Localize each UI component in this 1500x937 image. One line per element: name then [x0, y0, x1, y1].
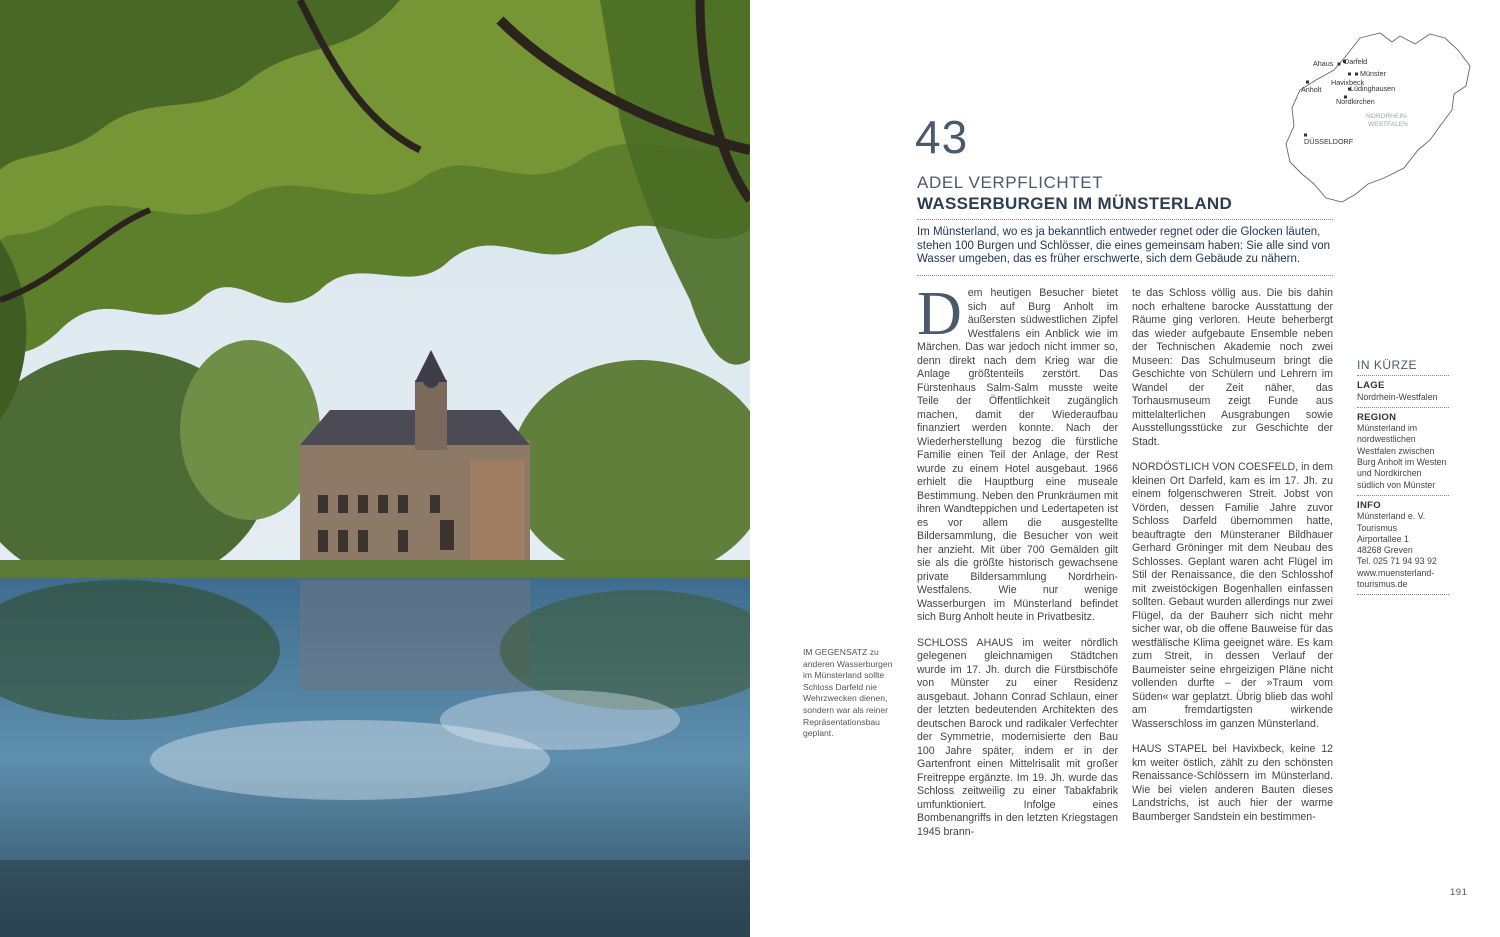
sidebar-lage	[1357, 376, 1449, 408]
map-label-luedinghausen: Lüdinghausen	[1350, 84, 1396, 93]
column1-p1-text: em heutigen Besucher bietet sich auf Burg Anholt im äußersten südwestlichen Zipfel Westfalens ein Anblick wie im Märchen. Das war jedoch nicht immer so, denn direkt nach dem Krieg war die Anlage größtenteils zerstört. Das Fürstenhaus Salm-Salm musste weite Teile der Öffentlichkeit zugänglich machen, damit der Wiederaufbau finanziert werden konnte. Nach der Wiederherstellung bezog die fürstliche Familie einen Teil der Anlage, der Rest wurde zu einem Hotel ausgebaut. 1966 erhielt die Hauptburg eine museale Bestimmung. Neben den Prunkräumen mit ihren Wandteppichen und Ledertapeten ist es vor allem die ausgestellte Bildersammlung, die Besucher von weit her anzieht. Mit über 700 Gemälden gilt sie als die größte historisch gewachsene private Bildersammlung Nordrhein-Westfalens. Wie nur wenige Wasserburgen im Münsterland befindet sich Burg Anholt heute in Privatbesitz.	[917, 287, 1118, 623]
caption-lead: IM GEGENSATZ	[803, 647, 868, 657]
sidebar-info	[1357, 496, 1449, 595]
column1-p2-text: im weiter nördlich gelegenen gleichnamigen Städtchen wurde im 17. Jh. durch die Fürstbischöfe von Münster zu einer Residenz ausgebaut. Johann Conrad Schlaun, einer der letzten bedeutenden Architekten des deutschen Barock und radikaler Verfechter der Symmetrie, modernisierte den Bau 100 Jahre später, indem er in der Gartenfront einen Mittelrisalit mit großer Freitreppe ergänzte. Im 19. Jh. wurde das Schloss zeitweilig zu einer Tabakfabrik umfunktioniert. Infolge eines Bombenangriffs in den letzten Kriegstagen 1945 brann-	[917, 636, 1118, 838]
column2-p3-lead: HAUS STAPEL	[1132, 743, 1207, 755]
drop-cap: D	[917, 280, 962, 348]
column2-p2-lead: NORDÖSTLICH VON COESFELD	[1132, 461, 1296, 473]
column2-paragraph1: te das Schloss völlig aus. Die bis dahin noch erhaltene barocke Ausstattung der Räume ging verloren. Heute beherbergt das wieder aufgebaute Ensemble neben der Technischen Akademie noch zwei Museen: Das Schulmuseum bringt die Geschichte von Schülern und Lehrern im Wandel der Zeit näher, das Torhausmuseum zeigt Funde aus mittelalterlichen Ausgrabungen sowie Ausstellungsstücke zur Geschichte der Stadt.	[1132, 287, 1333, 448]
caption-text: zu anderen Wasserburgen im Münsterland sollte Schloss Darfeld nie Wehrzwecken dienen, sondern war als reiner Repräsentationsbau geplant.	[803, 647, 893, 739]
map-label-anholt: Anholt	[1301, 85, 1322, 94]
sidebar-region	[1357, 408, 1449, 496]
column2-paragraph2	[1132, 461, 1333, 731]
map-label-muenster: Münster	[1360, 69, 1386, 78]
map-label-ahaus: Ahaus	[1313, 59, 1334, 68]
body-column-1	[917, 280, 1118, 851]
marker-anholt	[1306, 81, 1309, 84]
column2-p3-text: bei Havixbeck, keine 12 km weiter östlich, zählt zu den schönsten Renaissance-Schlössern im Münsterland. Wie bei vielen anderen Bauten dieses Landstrichs, ist auch hier der warme Baumberger Sandstein ein bestimmen-	[1132, 743, 1333, 823]
in-kuerze-sidebar	[1357, 360, 1449, 595]
column1-paragraph1	[917, 280, 1118, 625]
map-label-duesseldorf: DÜSSELDORF	[1304, 137, 1354, 146]
info-line: tourismus.de	[1357, 579, 1408, 590]
marker-muenster	[1355, 73, 1358, 76]
map-region-line2: WESTFALEN	[1368, 121, 1408, 128]
column2-paragraph3	[1132, 743, 1333, 824]
info-line: Tourismus	[1357, 522, 1398, 533]
chapter-title: WASSERBURGEN IM MÜNSTERLAND	[917, 194, 1233, 213]
map-label-nordkirchen: Nordkirchen	[1336, 97, 1375, 106]
page-number: 191	[1450, 887, 1468, 898]
title-divider	[917, 219, 1333, 220]
column1-paragraph2	[917, 637, 1118, 840]
info-line: 48268 Greven	[1357, 545, 1413, 556]
marker-havixbeck	[1348, 73, 1351, 76]
intro-paragraph: Im Münsterland, wo es ja bekanntlich entweder regnet oder die Glocken läuten, stehen 100 Burgen und Schlösser, die eines gemeinsam haben: Sie alle sind von Wasser umgeben, das es früher erschwerte, sich dem Gebäude zu nähern.	[917, 226, 1330, 266]
body-column-2	[1132, 287, 1333, 836]
lage-label: LAGE	[1357, 380, 1385, 392]
column2-p2-text: , in dem kleinen Ort Darfeld, kam es im 17. Jh. zu einem folgenschweren Streit. Jobst von Vörden, dessen Familie Jahre zuvor Schloss Darfeld übernommen hatte, beauftragte den Münsteraner Bildhauer Gerhard Gröninger mit dem Neubau des Schlosses. Geplant waren acht Flügel im Stil der Renaissance, die den Schlosshof mit zweistöckigen Bogenhallen einfassen sollten. Gebaut wurden allerdings nur zwei Flügel, da der Bauherr sich nicht mehr sicher war, ob die offene Bauweise für das westfälische Klima geeignet wäre. Es kam zum Streit, in dessen Verlauf der Baumeister seine ehrgeizigen Pläne nicht vollenden durfte – der »Traum vom Süden« war geplatzt. Übrig blieb das wohl am fremdartigsten wirkende Wasserschloss im ganzen Münsterland.	[1132, 461, 1333, 730]
info-line: Tel. 025 71 94 93 92	[1357, 556, 1437, 567]
map-label-havixbeck: Havixbeck	[1331, 78, 1365, 87]
column1-p2-lead: SCHLOSS AHAUS	[917, 636, 1014, 649]
intro-divider	[917, 275, 1333, 276]
nrw-locator-map	[1280, 28, 1475, 208]
lage-value: Nordrhein-Westfalen	[1357, 391, 1438, 402]
photo-caption	[803, 647, 895, 740]
region-label: REGION	[1357, 411, 1397, 423]
map-label-darfeld: Darfeld	[1344, 57, 1368, 66]
sidebar-heading: IN KÜRZE	[1357, 360, 1449, 376]
info-line: www.muensterland-	[1357, 567, 1435, 578]
chapter-number: 43	[915, 111, 969, 163]
map-region-line1: NORDRHEIN-	[1366, 113, 1409, 120]
marker-ahaus	[1338, 63, 1341, 66]
chapter-kicker: ADEL VERPFLICHTET	[917, 173, 1104, 192]
region-value: Münsterland im nordwestlichen Westfalen zwischen Burg Anholt im Westen und Nordkirchen südlich von Münster	[1357, 423, 1447, 490]
info-line: Airportallee 1	[1357, 533, 1409, 544]
info-line: Münsterland e. V.	[1357, 511, 1426, 522]
info-label: INFO	[1357, 499, 1381, 511]
